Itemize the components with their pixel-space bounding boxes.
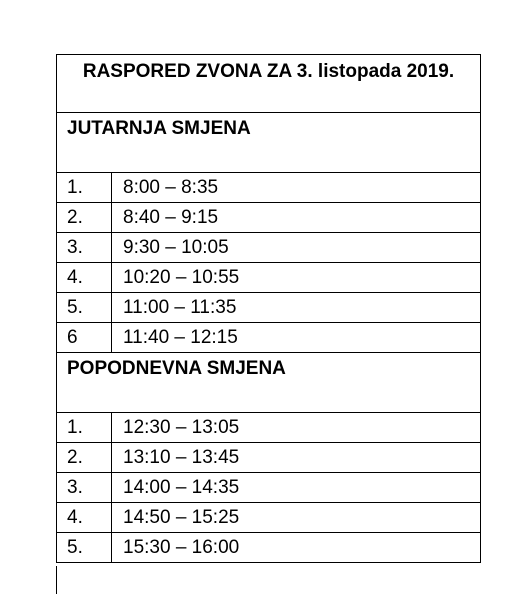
table-row bbox=[57, 473, 481, 503]
table-row bbox=[57, 323, 481, 353]
table-row bbox=[57, 263, 481, 293]
period-time: 10:20 – 10:55 bbox=[112, 263, 481, 293]
period-time: 8:00 – 8:35 bbox=[112, 173, 481, 203]
table-row bbox=[57, 503, 481, 533]
period-time: 12:30 – 13:05 bbox=[112, 413, 481, 443]
period-number: 4. bbox=[57, 263, 112, 293]
page-margin-line bbox=[56, 566, 57, 594]
table-row bbox=[57, 173, 481, 203]
period-number: 2. bbox=[57, 203, 112, 233]
period-number: 2. bbox=[57, 443, 112, 473]
period-number: 6 bbox=[57, 323, 112, 353]
morning-shift-heading: JUTARNJA SMJENA bbox=[57, 113, 481, 173]
period-number: 5. bbox=[57, 533, 112, 563]
period-number: 4. bbox=[57, 503, 112, 533]
bell-schedule-table bbox=[56, 54, 481, 563]
period-number: 1. bbox=[57, 413, 112, 443]
period-time: 8:40 – 9:15 bbox=[112, 203, 481, 233]
table-row bbox=[57, 413, 481, 443]
table-row bbox=[57, 293, 481, 323]
title-row bbox=[57, 55, 481, 113]
period-time: 11:40 – 12:15 bbox=[112, 323, 481, 353]
section-row-morning bbox=[57, 113, 481, 173]
table-row bbox=[57, 443, 481, 473]
period-time: 9:30 – 10:05 bbox=[112, 233, 481, 263]
period-number: 5. bbox=[57, 293, 112, 323]
period-number: 1. bbox=[57, 173, 112, 203]
period-time: 14:00 – 14:35 bbox=[112, 473, 481, 503]
period-time: 14:50 – 15:25 bbox=[112, 503, 481, 533]
afternoon-shift-heading: POPODNEVNA SMJENA bbox=[57, 353, 481, 413]
period-number: 3. bbox=[57, 233, 112, 263]
section-row-afternoon bbox=[57, 353, 481, 413]
table-row bbox=[57, 233, 481, 263]
period-number: 3. bbox=[57, 473, 112, 503]
period-time: 15:30 – 16:00 bbox=[112, 533, 481, 563]
schedule-title: RASPORED ZVONA ZA 3. listopada 2019. bbox=[57, 55, 481, 113]
table-row bbox=[57, 533, 481, 563]
period-time: 11:00 – 11:35 bbox=[112, 293, 481, 323]
table-row bbox=[57, 203, 481, 233]
period-time: 13:10 – 13:45 bbox=[112, 443, 481, 473]
